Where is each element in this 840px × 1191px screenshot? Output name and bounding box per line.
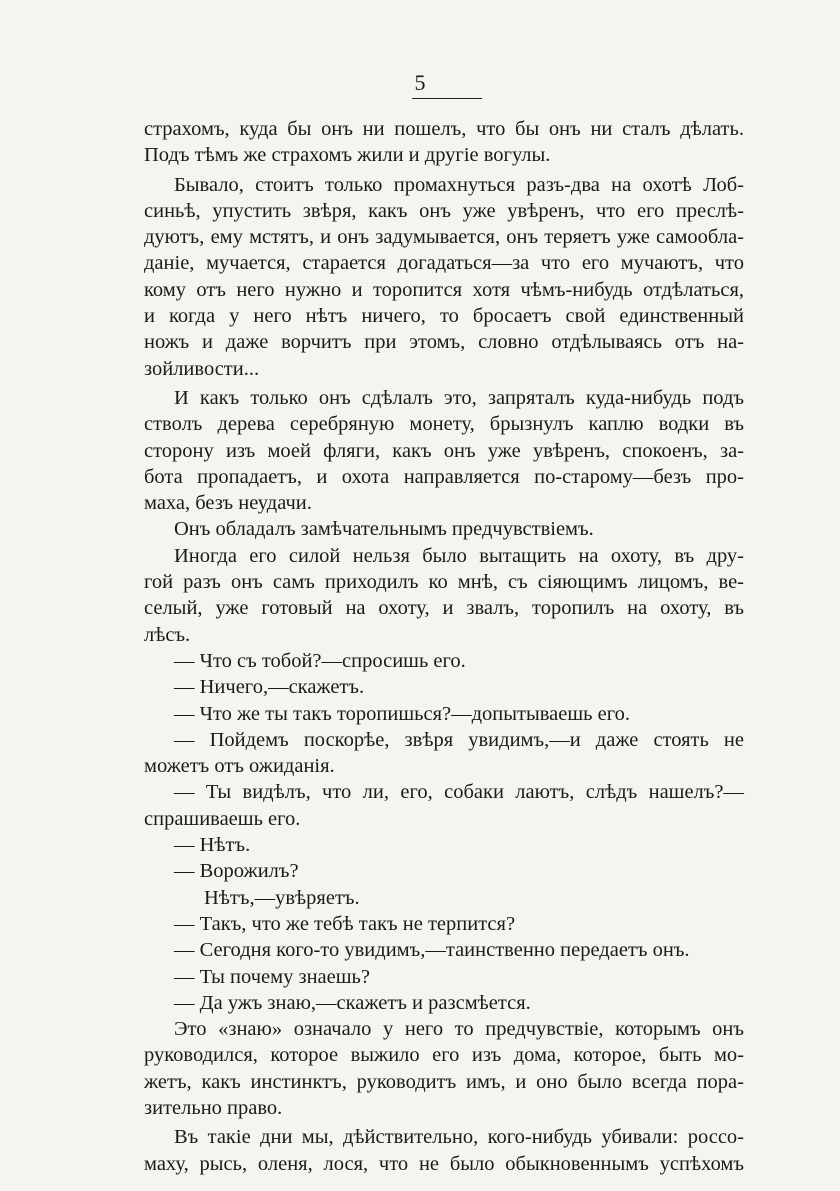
text-line: жетъ, какъ инстинктъ, руководитъ имъ, и оно было всегда пора- xyxy=(144,1070,744,1093)
text-line: страхомъ, куда бы онъ ни пошелъ, что бы онъ ни сталъ дѣлать. xyxy=(144,118,744,140)
header-rule xyxy=(412,98,482,99)
dialogue-line: — Ты видѣлъ, что ли, его, собаки лаютъ, слѣдъ нашелъ?— xyxy=(174,781,744,804)
text-line: Иногда его силой нельзя было вытащить на охоту, въ дру- xyxy=(174,544,744,567)
text-line: Въ такіе дни мы, дѣйствительно, кого-нибудь убивали: россо- xyxy=(174,1126,744,1149)
text-line: сторону изъ моей фляги, какъ онъ уже увѣренъ, спокоенъ, за- xyxy=(144,439,744,462)
text-line: зойливости... xyxy=(144,357,260,380)
text-line: маха, безъ неудачи. xyxy=(144,492,312,515)
text-line: дуютъ, ему мстятъ, и онъ задумывается, онъ теряетъ уже самообла- xyxy=(144,226,744,249)
dialogue-line: — Такъ, что же тебѣ такъ не терпится? xyxy=(174,912,516,935)
text-line: Бывало, стоитъ только промахнуться разъ-два на охотѣ Лоб- xyxy=(174,173,744,196)
text-line: лѣсъ. xyxy=(144,623,191,646)
text-line: и когда у него нѣтъ ничего, то бросаетъ свой единственный xyxy=(144,305,744,328)
text-line: Подъ тѣмъ же страхомъ жили и другіе вогулы. xyxy=(144,144,551,167)
dialogue-line: — Пойдемъ поскорѣе, звѣря увидимъ,—и даже стоять не xyxy=(174,728,744,751)
text-line: ножъ и даже ворчитъ при этомъ, словно отдѣлываясь отъ на- xyxy=(144,331,744,354)
dialogue-line: — Ты почему знаешь? xyxy=(174,965,370,988)
text-line: бота пропадаетъ, и охота направляется по-старому—безъ про- xyxy=(144,465,744,488)
text-line: даніе, мучается, старается догадаться—за что его мучаютъ, что xyxy=(144,252,744,275)
text-line: кому отъ него нужно и торопится хотя чѣмъ-нибудь отдѣлаться, xyxy=(144,278,744,301)
page-number: 5 xyxy=(414,70,426,95)
body-text xyxy=(144,116,744,1177)
text-line: зительно право. xyxy=(144,1096,283,1119)
text-line: спрашиваешь его. xyxy=(144,807,301,830)
text-line: синьѣ, упустить звѣря, какъ онъ уже увѣренъ, что его преслѣ- xyxy=(144,199,744,222)
dialogue-line: — Что съ тобой?—спросишь его. xyxy=(174,649,466,672)
dialogue-line: — Что же ты такъ торопишься?—допытываешь его. xyxy=(174,702,631,725)
text-line: И какъ только онъ сдѣлалъ это, запряталъ куда-нибудь подъ xyxy=(174,386,744,409)
text-line: Это «знаю» означало у него то предчувствіе, которымъ онъ xyxy=(174,1018,744,1041)
text-line: можетъ отъ ожиданія. xyxy=(144,755,335,778)
dialogue-line: — Ворожилъ? xyxy=(174,860,299,883)
dialogue-line: Нѣтъ,—увѣряетъ. xyxy=(204,886,360,909)
text-line: гой разъ онъ самъ приходилъ ко мнѣ, съ сіяющимъ лицомъ, ве- xyxy=(144,571,744,594)
text-line: селый, уже готовый на охоту, и звалъ, торопилъ на охоту, въ xyxy=(144,597,744,620)
text-line: руководился, которое выжило его изъ дома, которое, быть мо- xyxy=(144,1044,744,1067)
text-line: стволъ дерева серебряную монету, брызнулъ каплю водки въ xyxy=(144,413,744,436)
dialogue-line: — Сегодня кого-то увидимъ,—таинственно передаетъ онъ. xyxy=(174,939,690,962)
text-line: Онъ обладалъ замѣчательнымъ предчувствіемъ. xyxy=(174,518,594,541)
dialogue-line: — Ничего,—скажетъ. xyxy=(174,676,365,699)
dialogue-line: — Нѣтъ. xyxy=(174,834,251,857)
dialogue-line: — Да ужъ знаю,—скажетъ и разсмѣется. xyxy=(174,991,531,1014)
text-line: маху, рысь, оленя, лося, что не было обыкновеннымъ успѣхомъ xyxy=(144,1152,744,1175)
